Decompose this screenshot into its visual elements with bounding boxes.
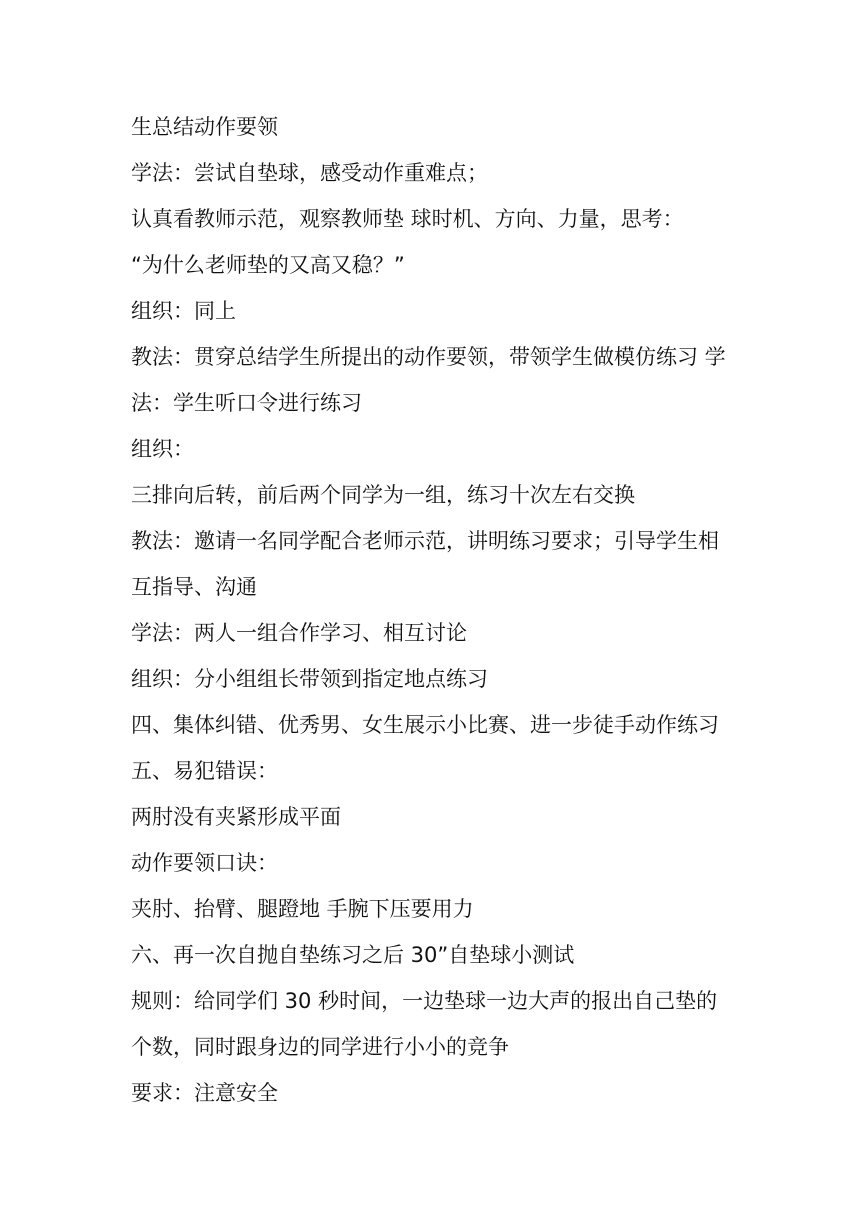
text-line: 六、再一次自抛自垫练习之后 30”自垫球小测试 — [131, 943, 575, 967]
text-line: 动作要领口诀： — [131, 851, 278, 875]
text-line: 组织：分小组组长带领到指定地点练习 — [131, 667, 488, 691]
text-line: 生总结动作要领 — [131, 115, 278, 139]
text-line: 学法：尝试自垫球，感受动作重难点； — [131, 161, 488, 185]
text-line: “为什么老师垫的又高又稳？” — [131, 253, 405, 277]
text-line: 教法：贯穿总结学生所提出的动作要领，带领学生做模仿练习 学 — [131, 345, 726, 369]
text-line: 个数，同时跟身边的同学进行小小的竞争 — [131, 1035, 509, 1059]
text-line: 教法：邀请一名同学配合老师示范，讲明练习要求；引导学生相 — [131, 529, 719, 553]
text-line: 四、集体纠错、优秀男、女生展示小比赛、进一步徒手动作练习 — [131, 713, 719, 737]
text-line: 法：学生听口令进行练习 — [131, 391, 362, 415]
text-line: 认真看教师示范，观察教师垫 球时机、方向、力量，思考： — [131, 207, 684, 231]
document-body — [131, 104, 733, 1116]
text-line: 五、易犯错误： — [131, 759, 278, 783]
text-line: 互指导、沟通 — [131, 575, 257, 599]
text-line: 夹肘、抬臂、腿蹬地 手腕下压要用力 — [131, 897, 474, 921]
text-line: 规则：给同学们 30 秒时间，一边垫球一边大声的报出自己垫的 — [131, 989, 718, 1013]
text-line: 组织： — [131, 437, 194, 461]
text-line: 组织：同上 — [131, 299, 236, 323]
text-line: 两肘没有夹紧形成平面 — [131, 805, 341, 829]
text-line: 要求：注意安全 — [131, 1081, 278, 1105]
text-line: 学法：两人一组合作学习、相互讨论 — [131, 621, 467, 645]
text-line: 三排向后转，前后两个同学为一组，练习十次左右交换 — [131, 483, 635, 507]
